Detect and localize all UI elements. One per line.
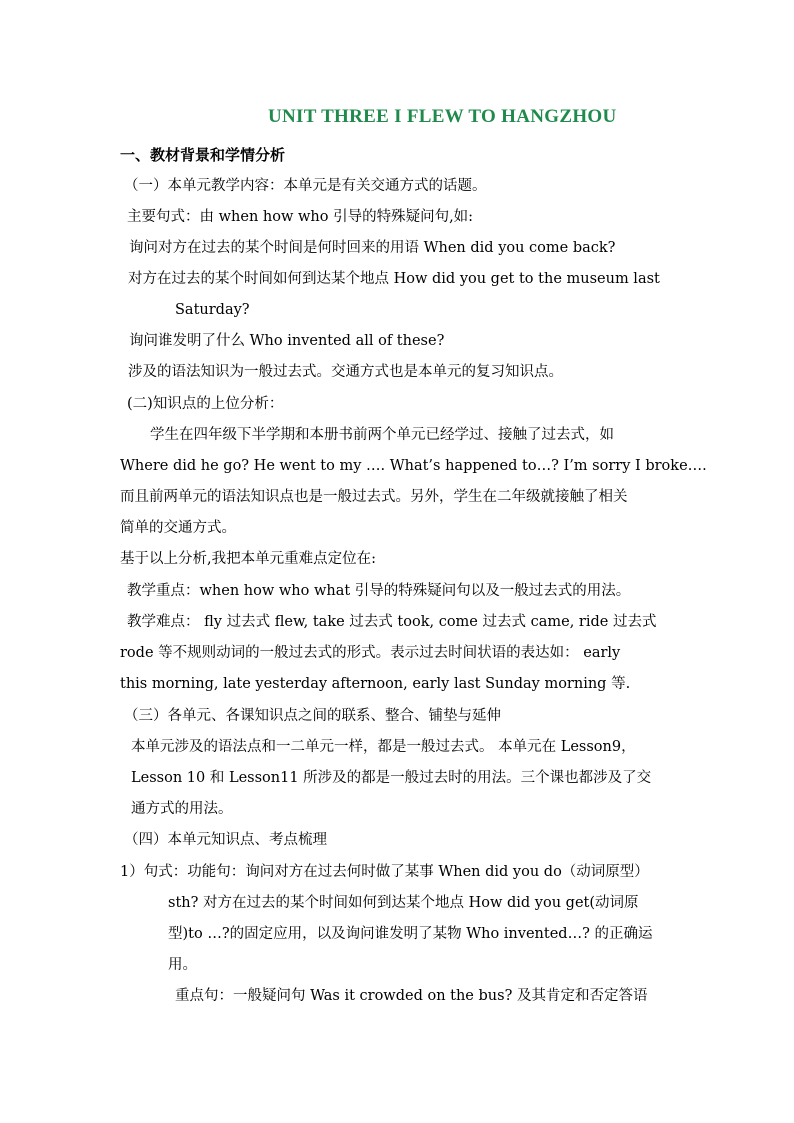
text-line: (二)知识点的上位分析： xyxy=(127,396,284,412)
text-line: Saturday? xyxy=(175,302,250,318)
text-line: 教学难点： fly 过去式 flew, take 过去式 took, come 过去式 came, ride 过去式 xyxy=(127,614,657,630)
text-line: 对方在过去的某个时间如何到达某个地点 How did you get to the museum last xyxy=(128,271,660,287)
text-line: 主要句式：由 when how who 引导的特殊疑问句,如: xyxy=(127,209,474,225)
text-line: 学生在四年级下半学期和本册书前两个单元已经学过、接触了过去式，如 xyxy=(150,427,614,443)
text-line: 而且前两单元的语法知识点也是一般过去式。另外，学生在二年级就接触了相关 xyxy=(120,489,628,505)
text-line: （四）本单元知识点、考点梳理 xyxy=(124,832,327,848)
text-line: 型)to …?的固定应用，以及询问谁发明了某物 Who invented…? 的正确运 xyxy=(168,926,653,942)
text-line: this morning, late yesterday afternoon, early last Sunday morning 等. xyxy=(120,676,631,692)
text-line: 询问对方在过去的某个时间是何时回来的用语 When did you come back? xyxy=(129,240,616,256)
text-line: 1）句式：功能句：询问对方在过去何时做了某事 When did you do（动词原型） xyxy=(120,864,649,880)
document-title: UNIT THREE I FLEW TO HANGZHOU xyxy=(268,106,617,127)
text-line: （三）各单元、各课知识点之间的联系、整合、铺垫与延伸 xyxy=(124,708,501,724)
text-line: Lesson 10 和 Lesson11 所涉及的都是一般过去时的用法。三个课也都涉及了交 xyxy=(131,770,652,786)
text-line: （一）本单元教学内容：本单元是有关交通方式的话题。 xyxy=(124,178,487,194)
text-line: sth? 对方在过去的某个时间如何到达某个地点 How did you get(动词原 xyxy=(168,895,639,911)
text-line: Where did he go? He went to my …. What’s happened to…? I’m sorry I broke…. xyxy=(120,458,707,474)
text-line: 本单元涉及的语法点和一二单元一样，都是一般过去式。 本单元在 Lesson9， xyxy=(131,739,636,755)
text-line: 基于以上分析,我把本单元重难点定位在: xyxy=(120,551,376,567)
section-heading: 一、教材背景和学情分析 xyxy=(120,146,286,164)
text-line: 涉及的语法知识为一般过去式。交通方式也是本单元的复习知识点。 xyxy=(128,364,563,380)
text-line: rode 等不规则动词的一般过去式的形式。表示过去时间状语的表达如： early xyxy=(120,645,621,661)
text-line: 重点句：一般疑问句 Was it crowded on the bus? 及其肯定和否定答语 xyxy=(175,988,648,1004)
text-line: 用。 xyxy=(168,957,197,973)
text-line: 询问谁发明了什么 Who invented all of these? xyxy=(129,333,445,349)
text-line: 简单的交通方式。 xyxy=(120,520,236,536)
text-line: 教学重点：when how who what 引导的特殊疑问句以及一般过去式的用法。 xyxy=(127,583,631,599)
text-line: 通方式的用法。 xyxy=(131,801,233,817)
